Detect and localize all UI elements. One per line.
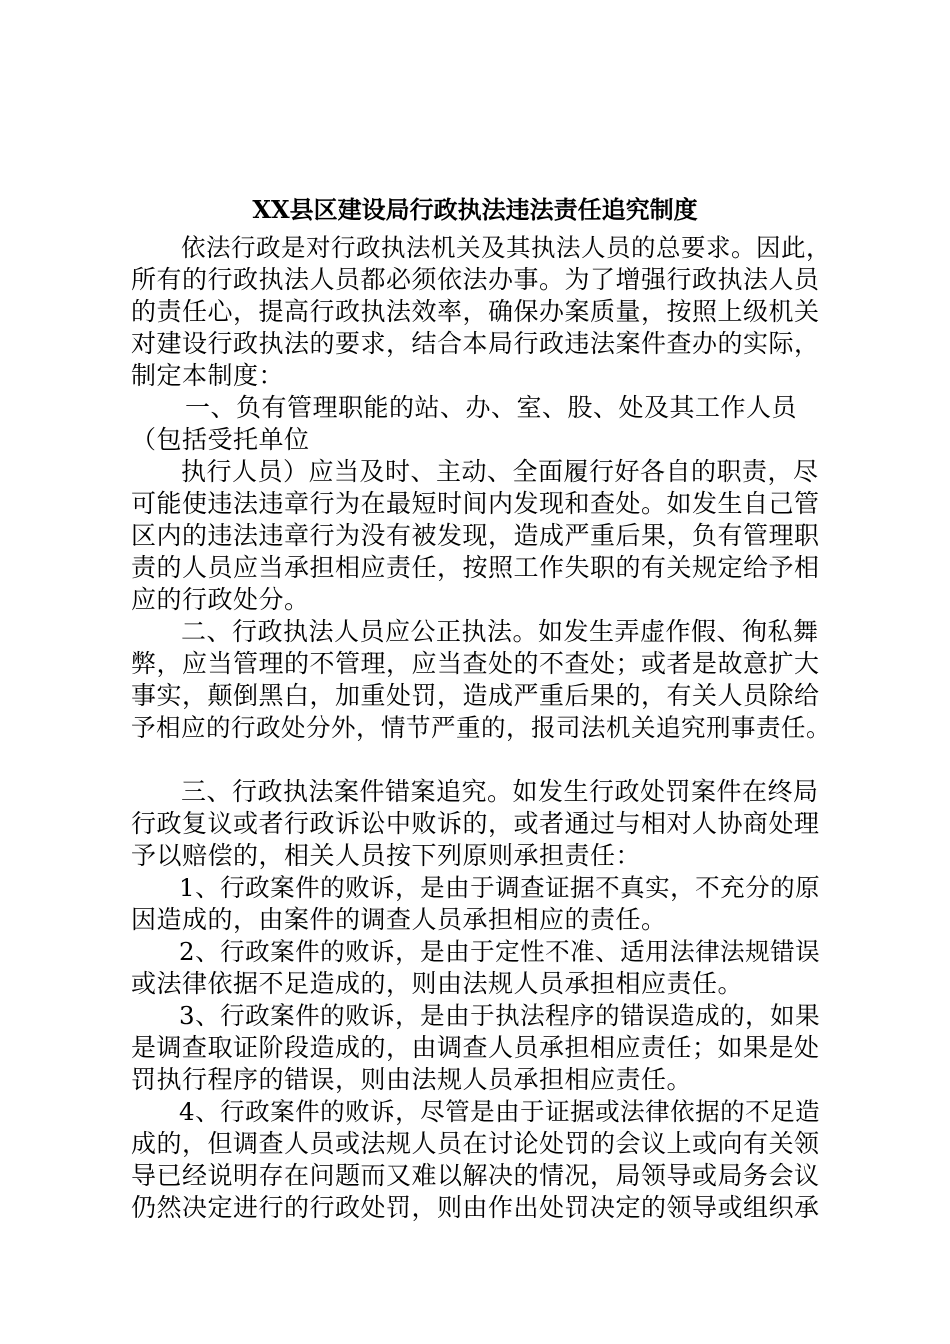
body-text-line: 是调查取证阶段造成的，由调查人员承担相应责任；如果是处 xyxy=(131,1033,820,1062)
body-text-line: 导已经说明存在问题而又难以解决的情况，局领导或局务会议 xyxy=(131,1161,820,1190)
body-text-line: 或法律依据不足造成的，则由法规人员承担相应责任。 xyxy=(131,969,744,998)
body-text-line: 罚执行程序的错误，则由法规人员承担相应责任。 xyxy=(131,1065,693,1094)
body-text-line: 弊，应当管理的不管理，应当查处的不查处；或者是故意扩大 xyxy=(131,649,820,678)
body-text-line: （包括受托单位 xyxy=(131,425,310,454)
body-text-line: 一、负有管理职能的站、办、室、股、处及其工作人员 xyxy=(185,393,798,422)
body-text-line: 制定本制度： xyxy=(131,361,285,390)
body-text-line: 所有的行政执法人员都必须依法办事。为了增强行政执法人员 xyxy=(131,265,820,294)
body-text-line: 依法行政是对行政执法机关及其执法人员的总要求。因此， xyxy=(181,233,831,262)
body-text-line: 执行人员）应当及时、主动、全面履行好各自的职责，尽 xyxy=(181,457,819,486)
body-text-line: 予相应的行政处分外，情节严重的，报司法机关追究刑事责任。 xyxy=(131,713,831,742)
body-text-line: 成的，但调查人员或法规人员在讨论处罚的会议上或向有关领 xyxy=(131,1129,820,1158)
body-text-line: 三、行政执法案件错案追究。如发生行政处罚案件在终局 xyxy=(181,777,819,806)
body-text-line: 事实，颠倒黑白，加重处罚，造成严重后果的，有关人员除给 xyxy=(131,681,820,710)
body-text-line: 4、行政案件的败诉，尽管是由于证据或法律依据的不足造 xyxy=(179,1097,821,1126)
body-text-line: 3、行政案件的败诉，是由于执法程序的错误造成的，如果 xyxy=(179,1001,821,1030)
body-text-line: 2、行政案件的败诉，是由于定性不准、适用法律法规错误 xyxy=(179,937,821,966)
body-text-line: 可能使违法违章行为在最短时间内发现和查处。如发生自己管 xyxy=(131,489,820,518)
body-text-line: 应的行政处分。 xyxy=(131,585,310,614)
body-text-line: 因造成的，由案件的调查人员承担相应的责任。 xyxy=(131,905,667,934)
body-text-line: 予以赔偿的，相关人员按下列原则承担责任： xyxy=(131,841,642,870)
body-text-line: 的责任心，提高行政执法效率，确保办案质量，按照上级机关 xyxy=(131,297,820,326)
body-text-line: 行政复议或者行政诉讼中败诉的，或者通过与相对人协商处理 xyxy=(131,809,820,838)
body-text-line: 二、行政执法人员应公正执法。如发生弄虚作假、徇私舞 xyxy=(181,617,819,646)
body-text-line: 仍然决定进行的行政处罚，则由作出处罚决定的领导或组织承 xyxy=(131,1193,820,1222)
document-title: XX县区建设局行政执法违法责任追究制度 xyxy=(252,195,698,224)
body-text-line: 区内的违法违章行为没有被发现，造成严重后果，负有管理职 xyxy=(131,521,820,550)
body-text-line: 对建设行政执法的要求，结合本局行政违法案件查办的实际， xyxy=(131,329,820,358)
body-text-line: 1、行政案件的败诉，是由于调查证据不真实，不充分的原 xyxy=(179,873,821,902)
body-text-line: 责的人员应当承担相应责任，按照工作失职的有关规定给予相 xyxy=(131,553,820,582)
